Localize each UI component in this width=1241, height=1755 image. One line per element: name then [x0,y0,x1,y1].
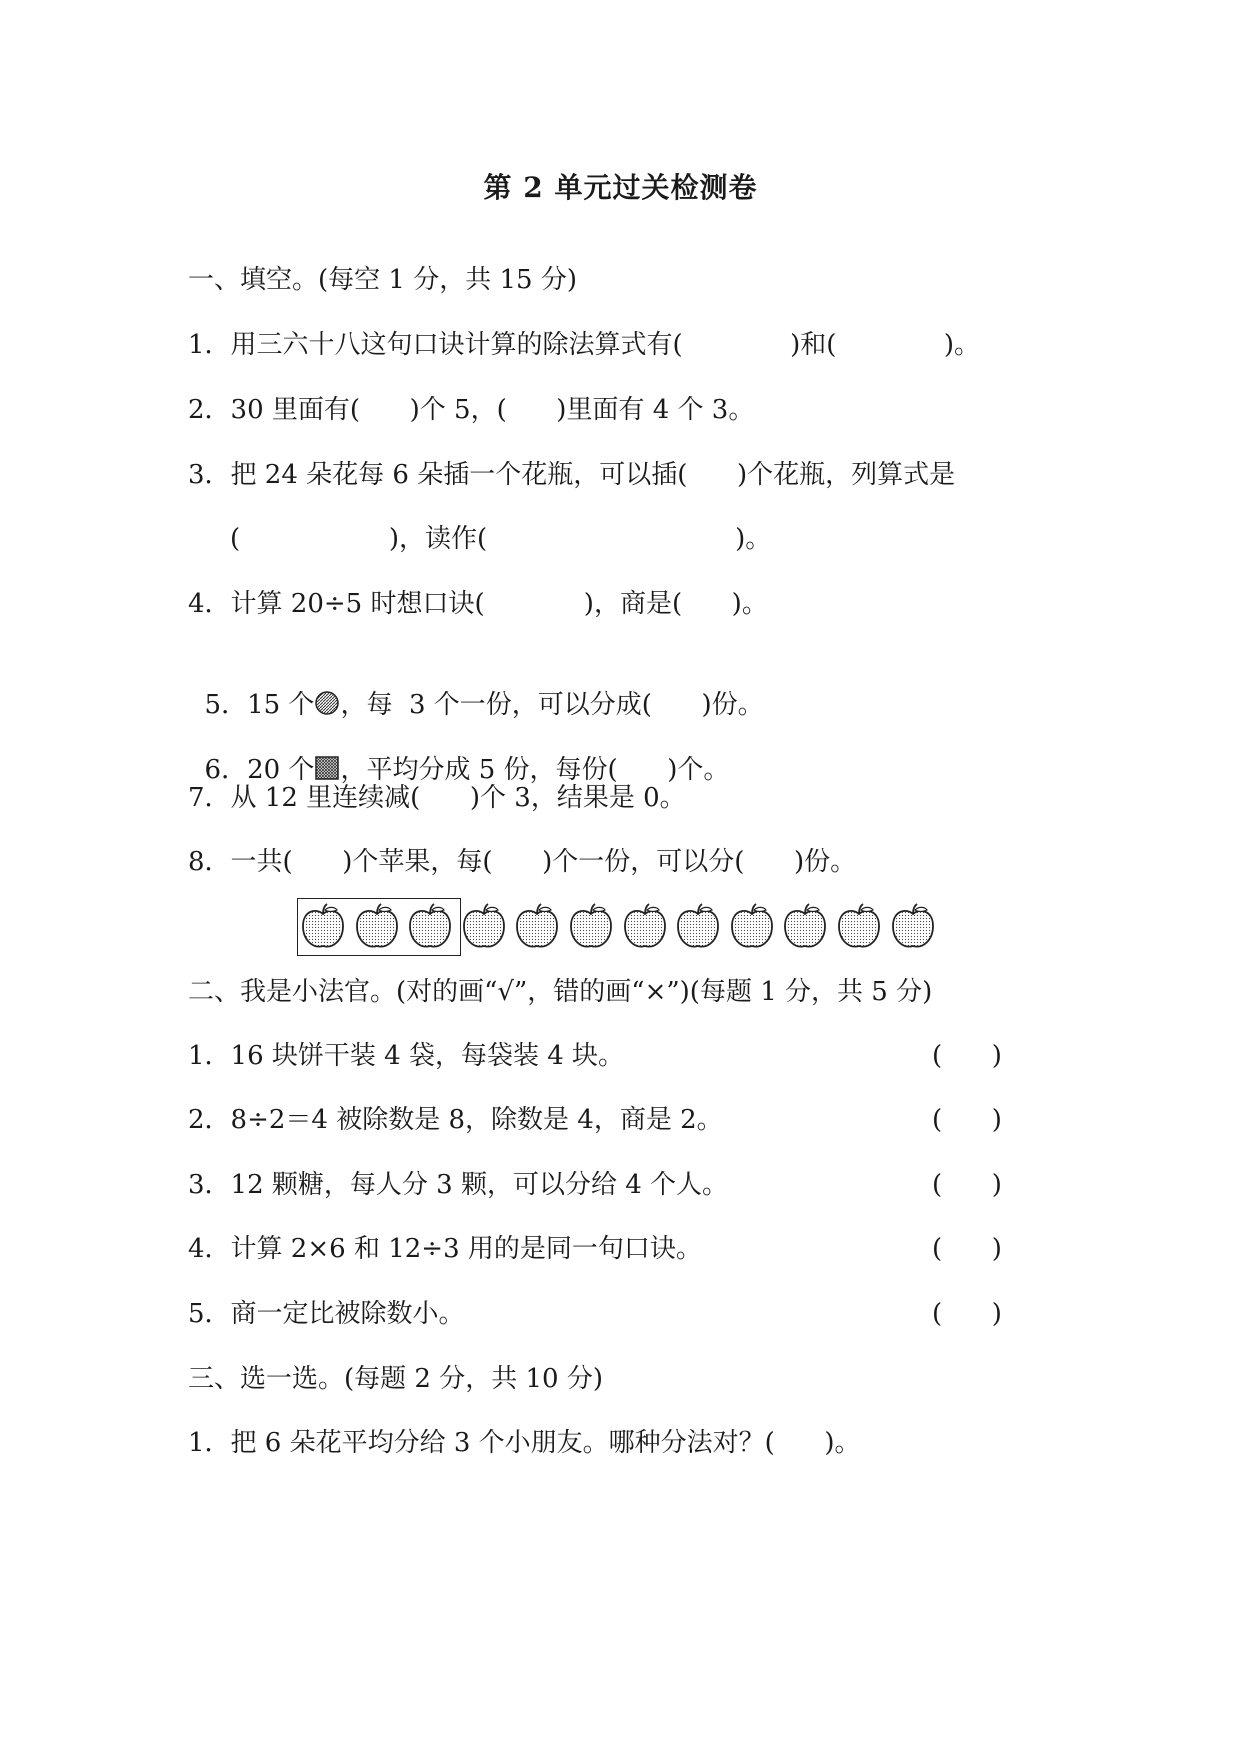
judge-answer-3: ( ) [932,1170,1002,1200]
fill-question-1: 1．用三六十八这句口诀计算的除法算式有( )和( )。 [188,330,980,360]
judge-answer-4: ( ) [932,1234,1002,1264]
apple-icon [728,902,776,952]
judge-item-5: 5．商一定比被除数小。 [188,1299,465,1329]
choice-question-1: 1．把 6 朵花平均分给 3 个小朋友。哪种分法对？( )。 [188,1428,861,1458]
judge-answer-5: ( ) [932,1299,1002,1329]
q5-suffix: ，每 3 个一份，可以分成( )份。 [340,690,764,720]
judge-answer-1: ( ) [932,1041,1002,1071]
q6-prefix: 6．20 个 [204,755,315,785]
fill-question-4: 4．计算 20÷5 时想口诀( )，商是( )。 [188,589,768,619]
fill-question-3-continued: ( )，读作( )。 [230,524,772,554]
fill-question-3: 3．把 24 朵花每 6 朵插一个花瓶，可以插( )个花瓶，列算式是 [188,460,956,490]
apple-icon [835,902,883,952]
section1-heading: 一、填空。(每空 1 分，共 15 分) [188,265,577,295]
judge-item-3: 3．12 颗糖，每人分 3 颗，可以分给 4 个人。 [188,1170,729,1200]
judge-item-1: 1．16 块饼干装 4 袋，每袋装 4 块。 [188,1041,625,1071]
fill-question-6 [188,716,729,788]
fill-question-8: 8．一共( )个苹果，每( )个一份，可以分( )份。 [188,847,857,877]
fill-question-2: 2．30 里面有( )个 5，( )里面有 4 个 3。 [188,395,755,425]
apple-icon [513,902,561,952]
apple-icon [460,902,508,952]
apple-icon [353,902,401,952]
apple-icon [299,902,347,952]
apple-icon [674,902,722,952]
section2-heading: 二、我是小法官。(对的画“√”，错的画“×”)(每题 1 分，共 5 分) [188,977,933,1007]
section3-heading: 三、选一选。(每题 2 分，共 10 分) [188,1364,603,1394]
q6-suffix: ，平均分成 5 份，每份( )个。 [340,755,730,785]
fill-question-5 [188,651,764,723]
hatched-square-icon [314,755,340,781]
apple-icon [781,902,829,952]
apple-icon [889,902,937,952]
q5-prefix: 5．15 个 [204,690,315,720]
fill-question-7: 7．从 12 里连续减( )个 3，结果是 0。 [188,783,686,813]
apple-icon [406,902,454,952]
judge-answer-2: ( ) [932,1105,1002,1135]
judge-item-4: 4．计算 2×6 和 12÷3 用的是同一句口诀。 [188,1234,702,1264]
apple-icon [567,902,615,952]
page-title: 第 2 单元过关检测卷 [483,171,758,204]
judge-item-2: 2．8÷2＝4 被除数是 8，除数是 4，商是 2。 [188,1105,723,1135]
apple-icon [621,902,669,952]
hatched-circle-icon [314,690,340,716]
